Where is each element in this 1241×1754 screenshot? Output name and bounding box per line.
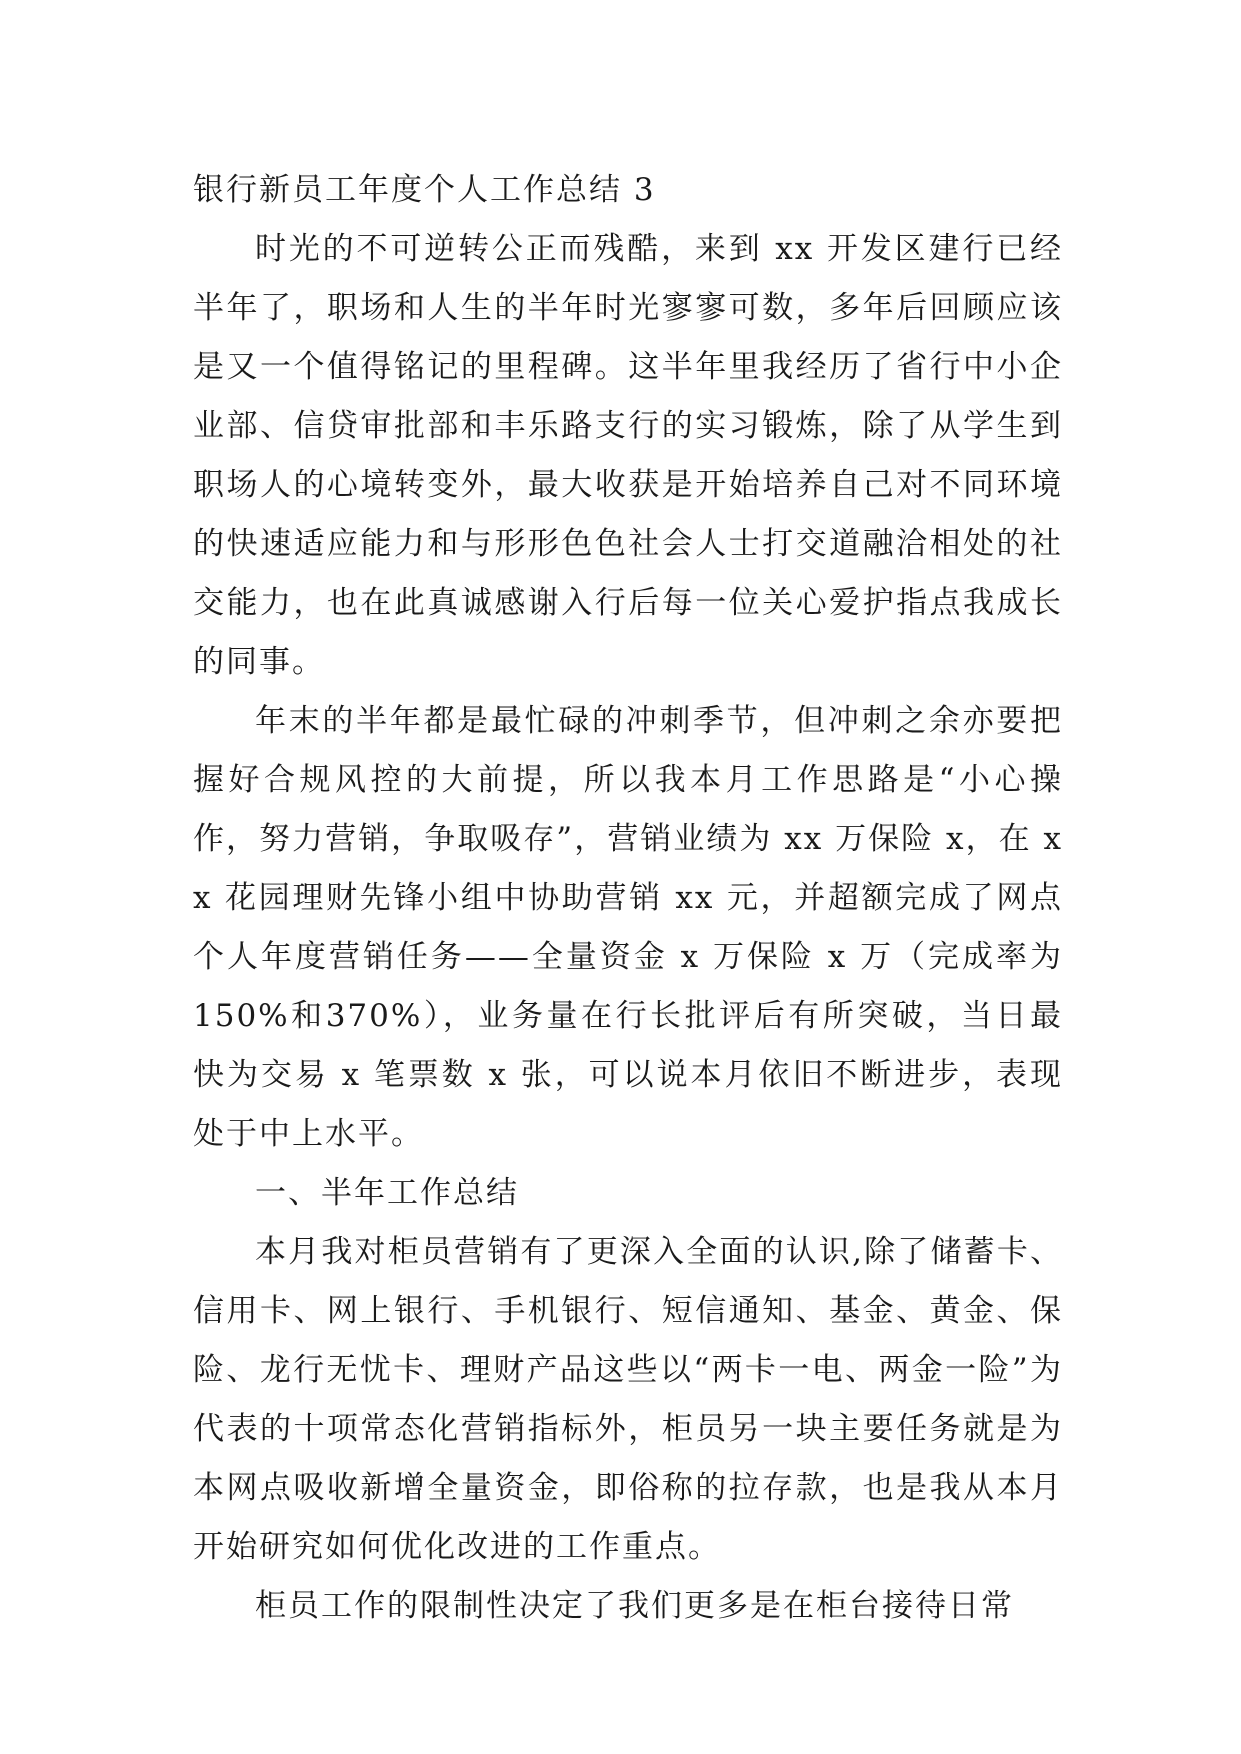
paragraph-intro: 时光的不可逆转公正而残酷，来到 xx 开发区建行已经半年了，职场和人生的半年时光寥寥可数，多年后回顾应该是又一个值得铭记的里程碑。这半年里我经历了省行中小企业部、信贷审批部和丰乐路支行的实习锻炼，除了从学生到职场人的心境转变外，最大收获是开始培养自己对不同环境的快速适应能力和与形形色色社会人士打交道融洽相处的社交能力，也在此真诚感谢入行后每一位关心爱护指点我成长的同事。	[193, 231, 1063, 680]
document-title: 银行新员工年度个人工作总结 3	[193, 172, 656, 208]
section-heading: 一、半年工作总结	[255, 1175, 519, 1211]
paragraph-performance: 年末的半年都是最忙碌的冲刺季节，但冲刺之余亦要把握好合规风控的大前提，所以我本月工作思路是“小心操作，努力营销，争取吸存”，营销业绩为 xx 万保险 x，在 xx 花园理财先锋小组中协助营销 xx 元，并超额完成了网点个人年度营销任务——全量资金 x 万保险 x 万（完成率为 150%和370%），业务量在行长批评后有所突破，当日最快为交易 x 笔票数 x 张，可以说本月依旧不断进步，表现处于中上水平。	[193, 703, 1063, 1152]
document-page	[193, 160, 1063, 1636]
paragraph-section-1: 本月我对柜员营销有了更深入全面的认识,除了储蓄卡、信用卡、网上银行、手机银行、短信通知、基金、黄金、保险、龙行无忧卡、理财产品这些以“两卡一电、两金一险”为代表的十项常态化营销指标外，柜员另一块主要任务就是为本网点吸收新增全量资金，即俗称的拉存款，也是我从本月开始研究如何优化改进的工作重点。	[193, 1234, 1063, 1565]
paragraph-section-2: 柜员工作的限制性决定了我们更多是在柜台接待日常	[255, 1588, 1014, 1624]
